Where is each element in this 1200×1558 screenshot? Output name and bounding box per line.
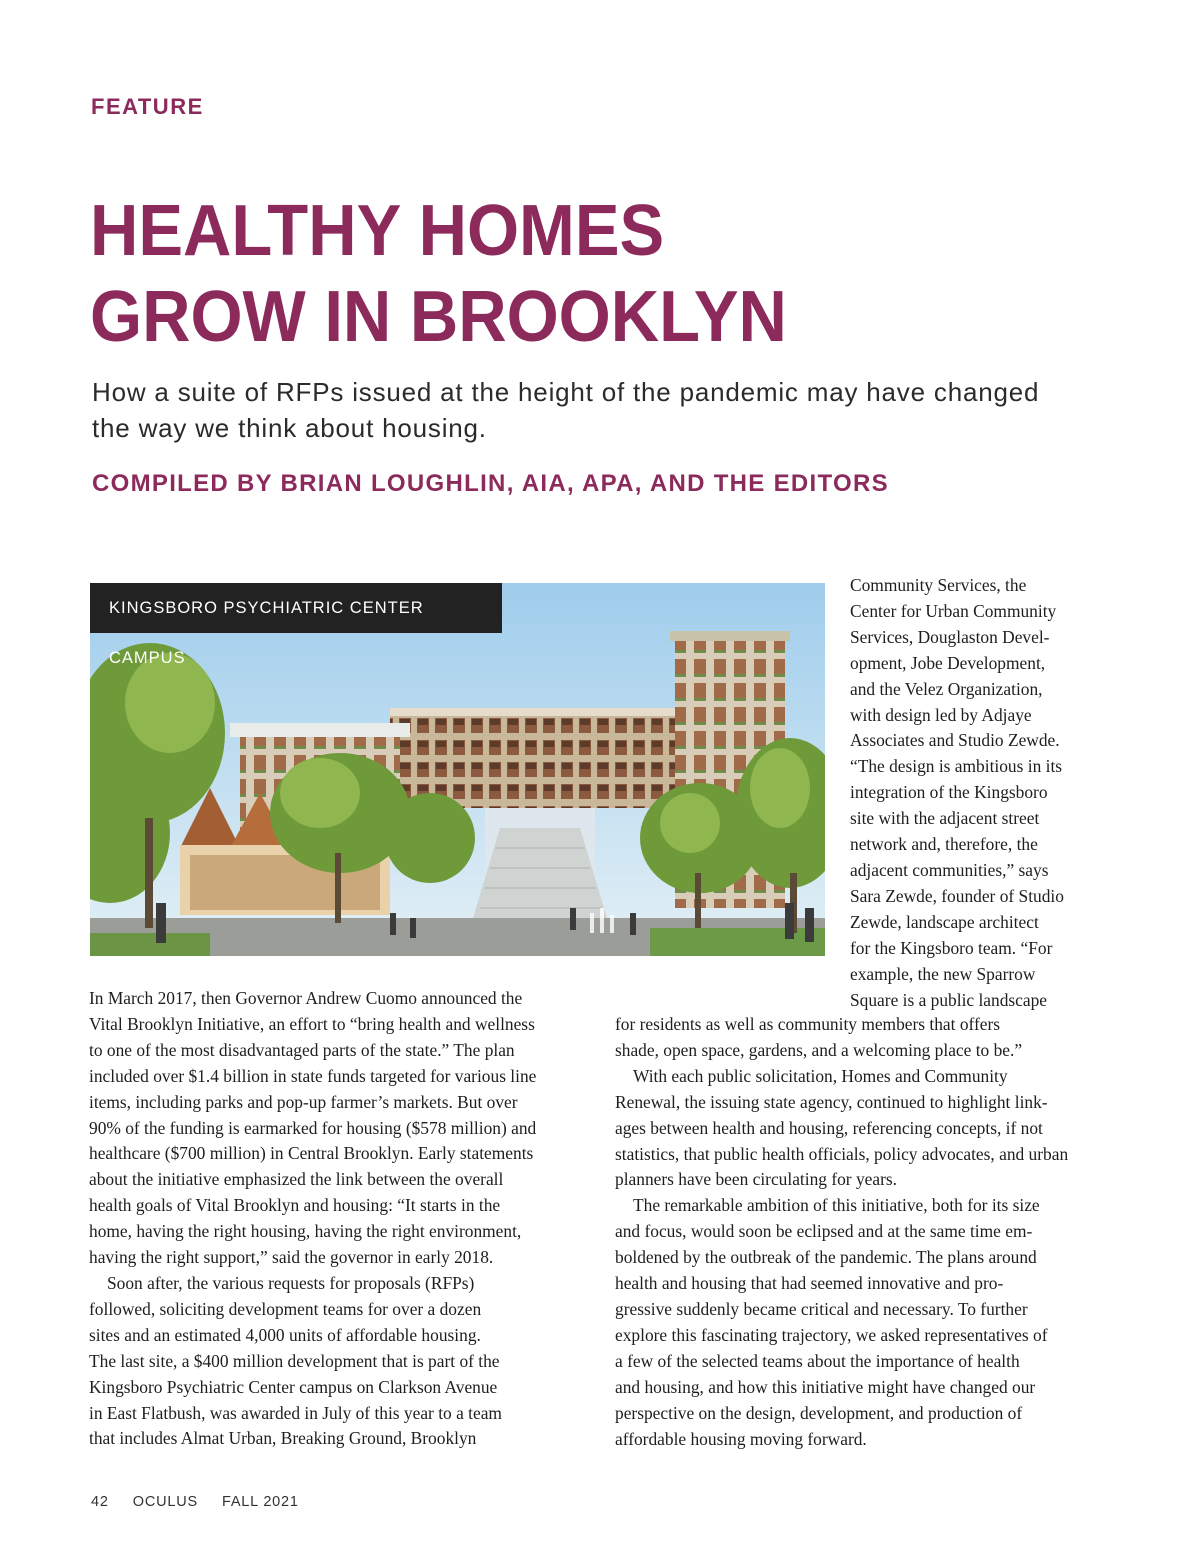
text-line: Soon after, the various requests for proposals (RFPs) (107, 1272, 475, 1293)
text-line: having the right support,” said the governor in early 2018. (89, 1247, 494, 1268)
text-line: healthcare ($700 million) in Central Brooklyn. Early statements (89, 1143, 534, 1164)
text-line: example, the new Sparrow (850, 963, 1036, 984)
article-headline (90, 188, 787, 360)
text-line: Square is a public landscape (850, 989, 1048, 1010)
text-line: Community Services, the (850, 575, 1027, 595)
text-line: Vital Brooklyn Initiative, an effort to “bring health and wellness (89, 1013, 535, 1034)
text-line: Center for Urban Community (850, 600, 1057, 621)
text-line: about the initiative emphasized the link between the overall (89, 1169, 504, 1190)
article-byline: COMPILED BY BRIAN LOUGHLIN, AIA, APA, AND THE EDITORS (92, 470, 889, 497)
text-line: 90% of the funding is earmarked for housing ($578 million) and (89, 1117, 537, 1138)
text-line: Sara Zewde, founder of Studio (850, 885, 1064, 906)
body-column-right-top (850, 573, 1064, 1013)
page-folio (91, 1494, 323, 1510)
text-line: perspective on the design, development, and production of (615, 1402, 1023, 1423)
text-line: gressive suddenly became critical and necessary. To further (615, 1298, 1028, 1319)
text-line: and housing, and how this initiative might have changed our (615, 1376, 1036, 1397)
text-line: for the Kingsboro team. “For (850, 937, 1053, 958)
text-line: shade, open space, gardens, and a welcoming place to be.” (615, 1039, 1023, 1060)
page-number: 42 (91, 1494, 109, 1510)
text-line: sites and an estimated 4,000 units of affordable housing. (89, 1324, 481, 1345)
text-line: integration of the Kingsboro (850, 782, 1048, 803)
text-line: that includes Almat Urban, Breaking Ground, Brooklyn (89, 1428, 477, 1449)
text-line: health goals of Vital Brooklyn and housing: “It starts in the (89, 1195, 501, 1216)
text-line: with design led by Adjaye (850, 704, 1032, 725)
text-line: affordable housing moving forward. (615, 1428, 867, 1449)
text-line: In March 2017, then Governor Andrew Cuomo announced the (89, 988, 523, 1008)
text-line: included over $1.4 billion in state funds targeted for various line (89, 1065, 537, 1086)
text-line: site with the adjacent street (850, 808, 1040, 829)
text-line: Services, Douglaston Devel- (850, 626, 1050, 647)
text-line: and focus, would soon be eclipsed and at the same time em- (615, 1221, 1033, 1242)
text-line: and the Velez Organization, (850, 678, 1043, 699)
text-line: a few of the selected teams about the importance of health (615, 1350, 1020, 1371)
article-dek: How a suite of RFPs issued at the height of the pandemic may have changed the way we think about housing. (92, 377, 1040, 443)
text-line: explore this fascinating trajectory, we asked representatives of (615, 1324, 1048, 1345)
section-kicker: FEATURE (91, 94, 204, 119)
headline-line-2: GROW IN BROOKLYN (90, 277, 787, 357)
text-line: Associates and Studio Zewde. (850, 730, 1060, 751)
body-column-left (89, 986, 536, 1452)
text-line: With each public solicitation, Homes and Community (633, 1065, 1008, 1086)
photo-caption: KINGSBORO PSYCHIATRIC CENTER CAMPUS (90, 583, 502, 633)
text-line: planners have been circulating for years. (615, 1169, 897, 1190)
text-line: items, including parks and pop-up farmer’s markets. But over (89, 1091, 518, 1112)
headline-line-1: HEALTHY HOMES (90, 191, 665, 271)
text-line: The last site, a $400 million development that is part of the (89, 1350, 500, 1371)
body-column-right (615, 1012, 1068, 1452)
text-line: in East Flatbush, was awarded in July of this year to a team (89, 1402, 502, 1423)
text-line: statistics, that public health officials, policy advocates, and urban (615, 1143, 1069, 1164)
text-line: home, having the right housing, having the right environment, (89, 1221, 522, 1242)
text-line: Renewal, the issuing state agency, continued to highlight link- (615, 1091, 1048, 1112)
campus-rendering-image (90, 583, 825, 956)
text-line: followed, soliciting development teams for over a dozen (89, 1298, 482, 1319)
text-line: Zewde, landscape architect (850, 911, 1039, 932)
text-line: The remarkable ambition of this initiative, both for its size (633, 1195, 1040, 1216)
text-line: network and, therefore, the (850, 834, 1038, 855)
text-line: opment, Jobe Development, (850, 652, 1046, 673)
text-line: Kingsboro Psychiatric Center campus on Clarkson Avenue (89, 1376, 498, 1397)
text-line: adjacent communities,” says (850, 859, 1049, 880)
text-line: to one of the most disadvantaged parts of the state.” The plan (89, 1039, 515, 1060)
text-line: health and housing that had seemed innovative and pro- (615, 1273, 1004, 1294)
text-line: boldened by the outbreak of the pandemic. The plans around (615, 1247, 1037, 1268)
magazine-name: OCULUS (132, 1494, 198, 1510)
text-line: for residents as well as community members that offers (615, 1014, 1001, 1034)
text-line: “The design is ambitious in its (850, 756, 1063, 777)
text-line: ages between health and housing, referencing concepts, if not (615, 1117, 1043, 1138)
issue-label: FALL 2021 (221, 1494, 299, 1510)
